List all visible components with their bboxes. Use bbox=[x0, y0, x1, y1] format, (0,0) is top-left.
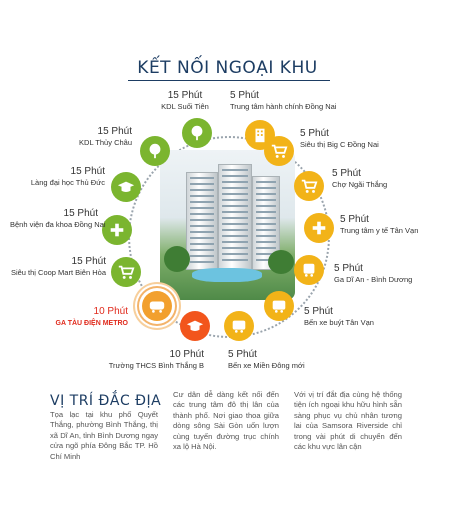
cart-icon bbox=[294, 171, 324, 201]
section-heading: VỊ TRÍ ĐẮC ĐỊA bbox=[50, 393, 162, 409]
cart-icon bbox=[111, 257, 141, 287]
connection-label: 5 Phút Trung tâm y tế Tân Vạn bbox=[340, 214, 419, 235]
location-paragraph-1: Tọa lạc tại khu phố Quyết Thắng, phường Bình Thắng, thị xã Dĩ An, tỉnh Bình Dương ngay cửa ngõ phía Đông Bắc TP. Hồ Chí Minh bbox=[50, 410, 158, 461]
page-title: KẾT NỐI NGOẠI KHU bbox=[137, 58, 318, 78]
graduation-cap-icon bbox=[111, 172, 141, 202]
connection-label: 15 Phút KDL Suối Tiên bbox=[161, 90, 209, 111]
connection-label: 15 Phút Bệnh viện đa khoa Đồng Nai bbox=[10, 208, 106, 229]
connection-label: 15 Phút Làng đại học Thủ Đức bbox=[30, 166, 105, 187]
pool bbox=[192, 268, 262, 282]
title-underline bbox=[128, 80, 330, 81]
connection-label: 5 Phút Chợ Ngãi Thắng bbox=[332, 168, 388, 189]
tree bbox=[268, 250, 294, 274]
tower-left bbox=[186, 172, 218, 270]
train-icon bbox=[294, 255, 324, 285]
medical-cross-icon bbox=[102, 215, 132, 245]
bus-icon bbox=[264, 291, 294, 321]
connection-label-metro: 10 Phút GA TÀU ĐIỆN METRO bbox=[55, 306, 128, 327]
cart-icon bbox=[264, 136, 294, 166]
connection-label: 5 Phút Bến xe buýt Tân Vạn bbox=[304, 306, 374, 327]
connection-label: 5 Phút Siêu thị Big C Đồng Nai bbox=[300, 128, 379, 149]
connection-label: 5 Phút Ga Dĩ An - Bình Dương bbox=[334, 263, 413, 284]
connection-label: 5 Phút Bến xe Miền Đông mới bbox=[228, 349, 305, 370]
tree-icon bbox=[182, 118, 212, 148]
connection-label: 10 Phút Trường THCS Bình Thắng B bbox=[108, 349, 204, 370]
tree bbox=[164, 246, 190, 272]
location-paragraph-2: Cư dân dễ dàng kết nối đến các trung tâm đô thị lân của thành phố. Nơi giao thoa giữa dòng sông Sài Gòn uốn lượn cùng tuyến đường trục chính xa lộ Hà Nội. bbox=[173, 390, 279, 452]
connection-label: 5 Phút Trung tâm hành chính Đồng Nai bbox=[230, 90, 337, 111]
project-image bbox=[160, 150, 295, 300]
tower-middle bbox=[218, 164, 252, 270]
connection-label: 15 Phút KDL Thủy Châu bbox=[79, 126, 132, 147]
tree-icon bbox=[140, 136, 170, 166]
connection-label: 15 Phút Siêu thị Coop Mart Biên Hòa bbox=[10, 256, 106, 277]
medical-cross-icon bbox=[304, 213, 334, 243]
location-paragraph-3: Với vị trí đắt địa cùng hệ thống tiện ích ngoại khu hữu hình sẵn sàng phục vụ chủ nhân tương lai của Samsora Riverside chỉ trong vài phút di chuyển đến các khu vực lân cận bbox=[294, 390, 402, 452]
bus-icon bbox=[224, 311, 254, 341]
graduation-cap-icon bbox=[180, 311, 210, 341]
metro-train-icon bbox=[142, 291, 172, 321]
